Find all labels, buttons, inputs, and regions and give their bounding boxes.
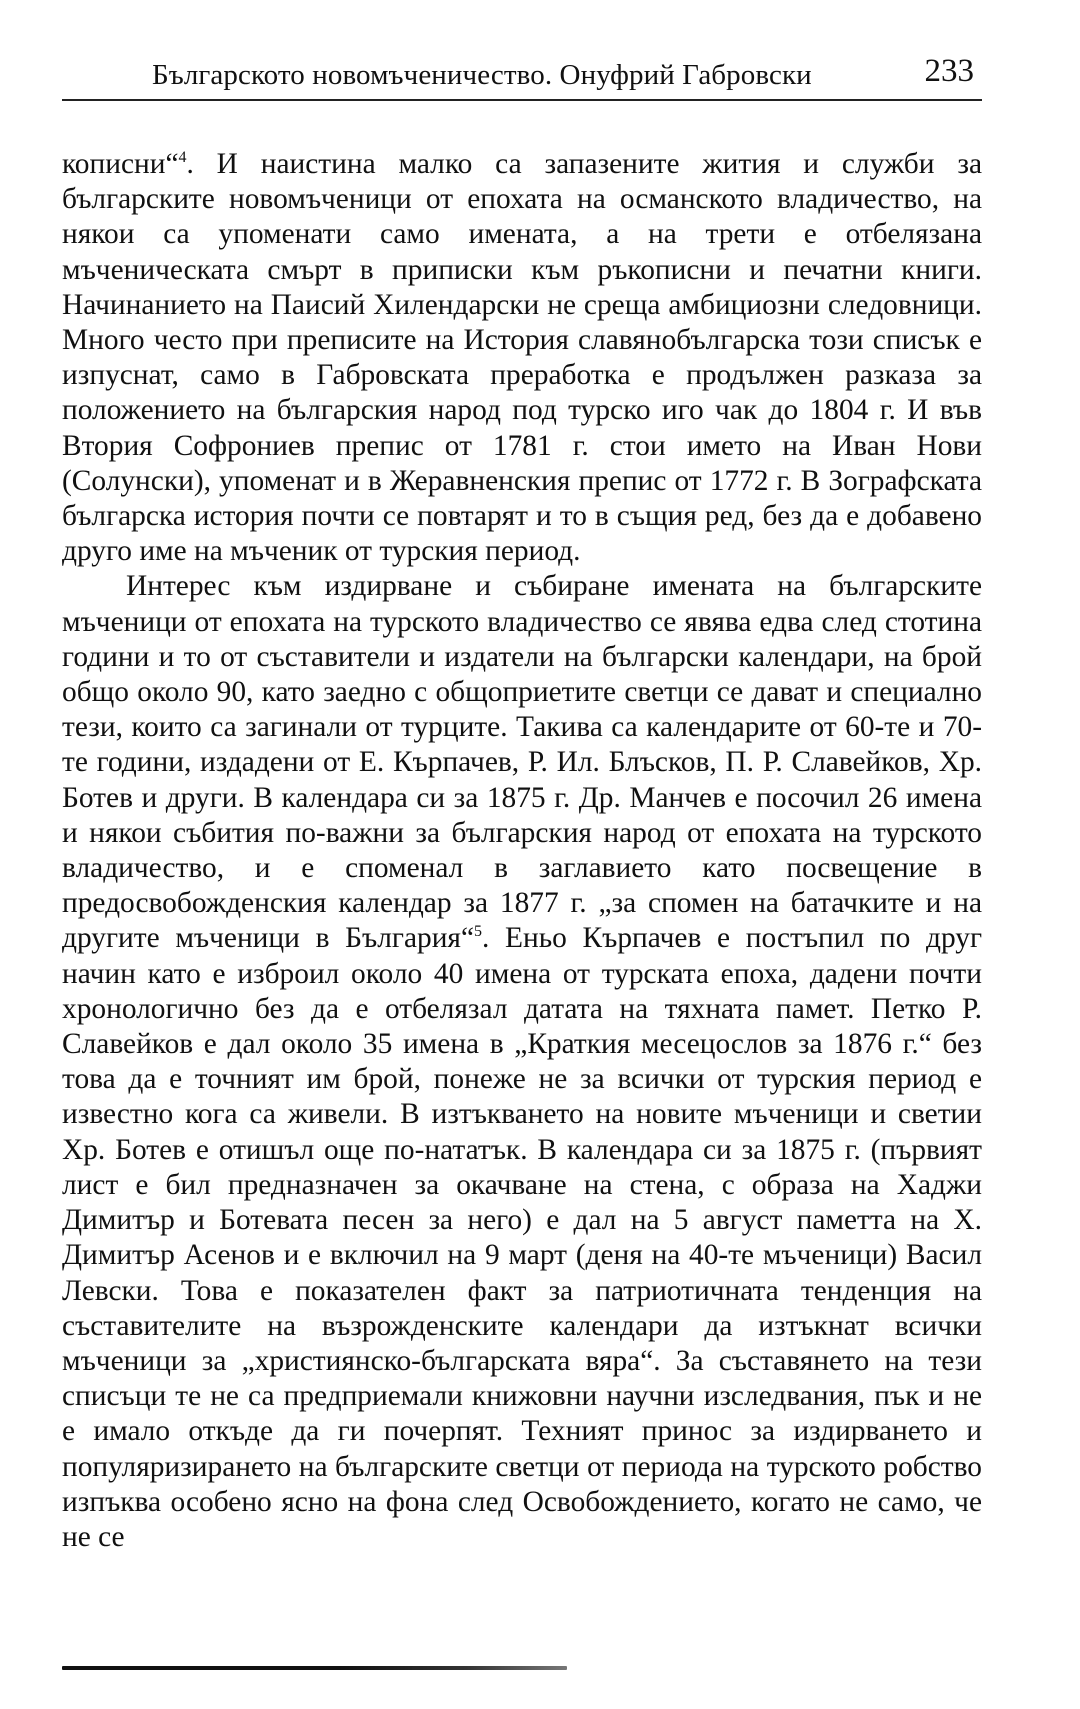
running-header-title: Българското новомъченичество. Онуфрий Габровски — [152, 59, 812, 91]
paragraph-1 — [62, 147, 982, 569]
running-header — [62, 45, 982, 101]
footnote-ref-5: 5 — [474, 923, 482, 941]
paragraph-2-rest: . Еньо Кърпачев е постъпил по друг начин като е изброил около 40 имена от турската епоха, дадени почти хронологично без да е отбелязал датата на тяхната памет. Петко Р. Славейков е дал около 35 имена в „Краткия месецослов за 1876 г.“ без това да е точният им брой, понеже не за всички от турския период е известно кога са живели. В изтъкването на новите мъченици и светии Хр. Ботев е отишъл още по-нататък. В календара си за 1875 г. (първият лист е бил предназначен за окачване на стена, с образа на Хаджи Димитър и Ботевата песен за него) е дал на 5 август паметта на Х. Димитър Асенов и е включил на 9 март (деня на 40-те мъченици) Васил Левски. Това е показателен факт за патриотичната тенденция на съставителите на възрожденските календари да изтъкнат всички мъченици за „християнско-българската вяра“. За съставянето на тези списъци те не са предприемали книжовни научни изследвания, пък и не е имало откъде да ги почерпят. Техният принос за издирването и популяризирането на българските светци от периода на турското робство изпъква особено ясно на фона след Освобождението, когато не само, че не се — [62, 922, 983, 1553]
footnote-ref-4: 4 — [178, 149, 187, 167]
paragraph-1-rest: . И наистина малко са запазените жития и служби за българските новомъченици от епохата на османското владичество, на някои са упоменати само имената, а на трети е отбелязана мъченическата смърт в приписки към ръкописни и печатни книги. Начинанието на Паисий Хилендарски не среща амбициозни следовници. Много често при преписите на История славянобългарска този списък е изпуснат, само в Габровската преработка е продължен разказа за положението на българския народ под турско иго чак до 1804 г. И във Втория Софрониев препис от 1781 г. стои името на Иван Нови (Солунски), упоменат и в Жеравненския препис от 1772 г. В Зографската българска история почти се повтарят и то в същия ред, без да е добавено друго име на мъченик от турския период. — [62, 148, 982, 568]
book-page — [62, 45, 982, 1555]
body-text — [62, 147, 982, 1555]
paragraph-2 — [62, 569, 982, 1555]
paragraph-1-lead: кописни“ — [62, 148, 179, 180]
paragraph-2-lead: Интерес към издирване и събиране имената на българските мъченици от епохата на турското владичество се явява едва след стотина години и то от съставители и издатели на български календари, на брой общо около 90, като заедно с общоприетите светци се дават и специално тези, които са загинали от турците. Такива са календарите от 60-те и 70-те години, издадени от Е. Кърпачев, Р. Ил. Блъсков, П. Р. Славейков, Хр. Ботев и други. В календара си за 1875 г. Др. Манчев е посочил 26 имена и някои събития по-важни за българския народ от епохата на турското владичество, и е споменал в заглавието като посвещение в предосвобожденския календар за 1877 г. „за спомен на батачките и на другите мъченици в България“ — [62, 570, 982, 955]
footnote-separator-rule — [62, 1666, 567, 1670]
page-number: 233 — [924, 53, 974, 89]
